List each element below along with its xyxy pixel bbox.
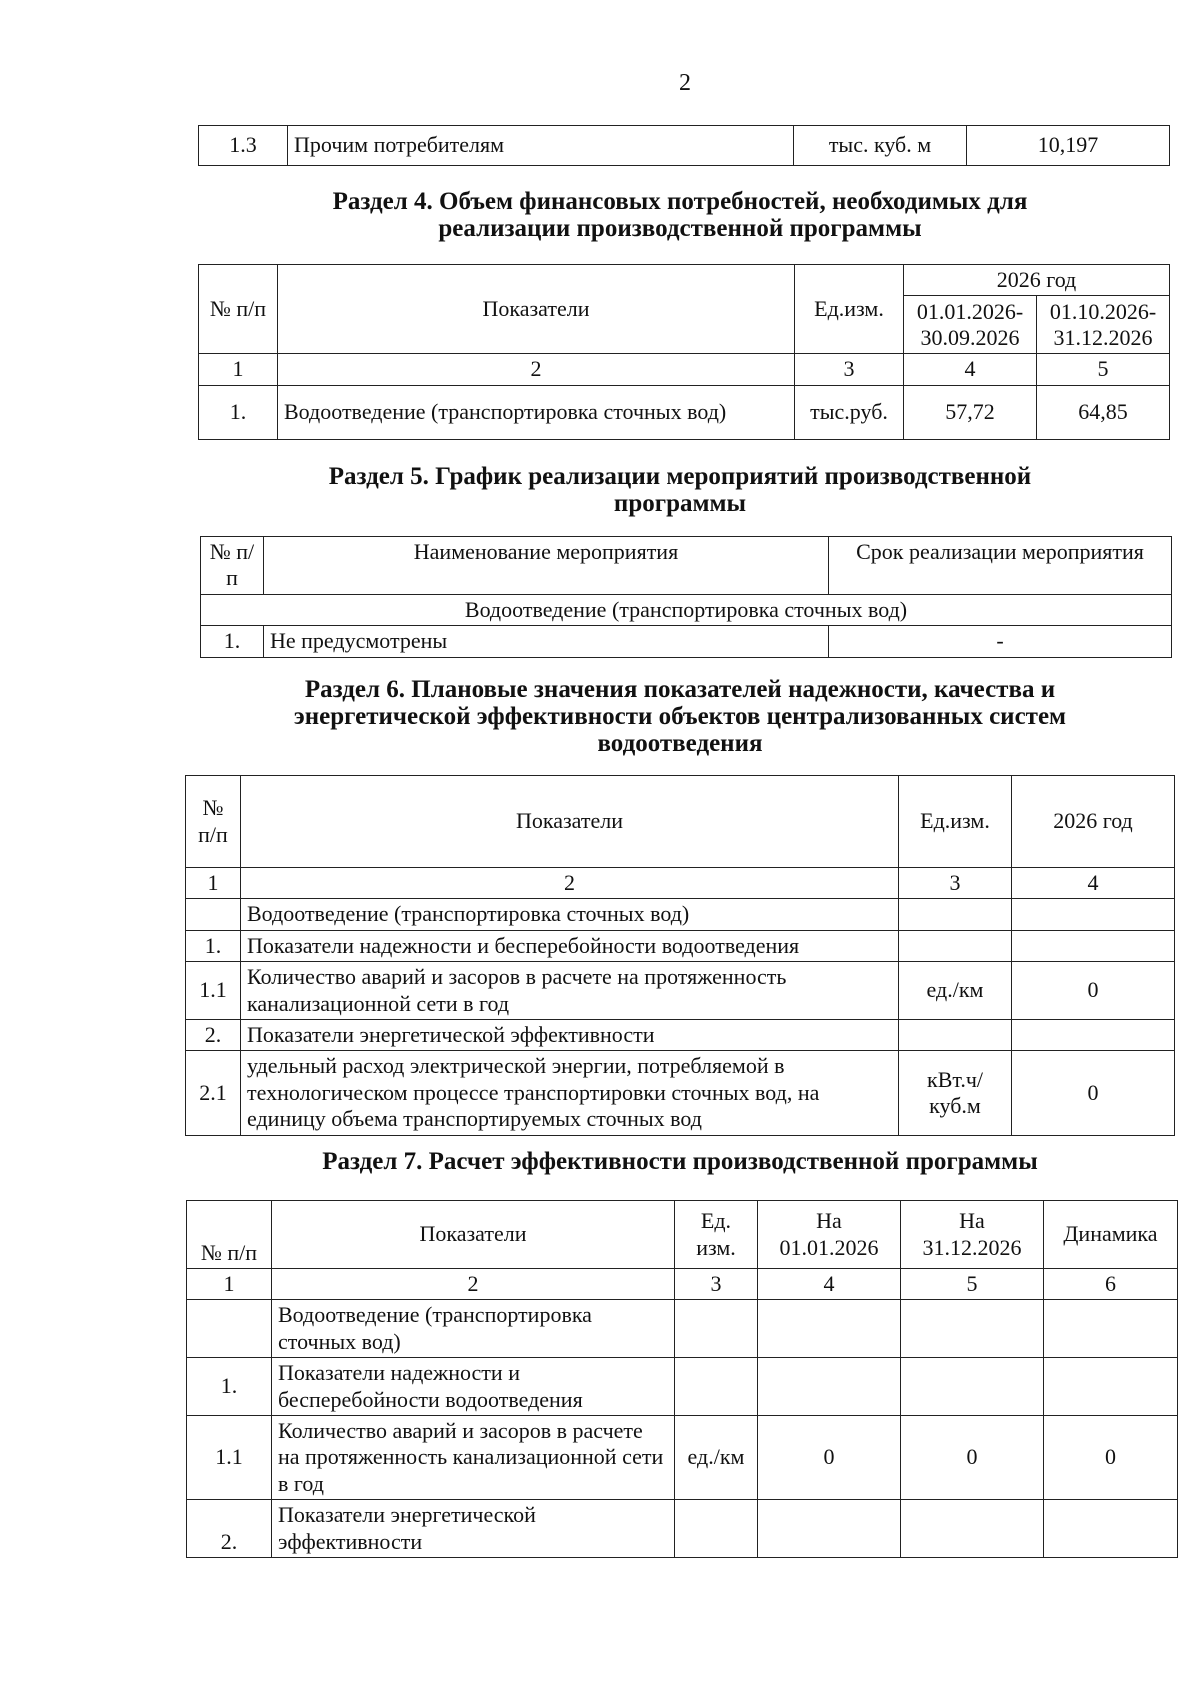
top-table	[198, 125, 1170, 166]
column-number-row	[199, 354, 1170, 385]
header-period-1	[904, 296, 1037, 354]
section6-title-line1: Раздел 6. Плановые значения показателей надежности, качества и	[304, 676, 1056, 703]
section7-title: Раздел 7. Расчет эффективности производственной программы	[322, 1148, 1038, 1175]
row-name: Водоотведение (транспортировка сточных вод)	[272, 1300, 675, 1358]
row-unit: тыс. куб. м	[794, 126, 967, 166]
page-number: 2	[679, 70, 691, 96]
col-number: 5	[1037, 354, 1170, 385]
table-row	[186, 1051, 1175, 1135]
col-number: 4	[904, 354, 1037, 385]
header-name: Показатели	[241, 776, 899, 868]
row-value-2: 64,85	[1037, 385, 1170, 439]
row-name: Количество аварий и засоров в расчете на протяженность канализационной сети в год	[241, 962, 899, 1020]
header-unit: Ед.изм.	[795, 265, 904, 354]
row-value	[1012, 930, 1175, 961]
row-value-1: 57,72	[904, 385, 1037, 439]
section6-table	[185, 775, 1175, 1136]
section5-title-line1: Раздел 5. График реализации мероприятий производственной	[328, 463, 1032, 490]
row-number: 1.	[199, 385, 278, 439]
row-dynamics	[1044, 1300, 1178, 1358]
row-number: 1.1	[187, 1415, 272, 1499]
header-period-1-start: 01.01.2026-	[916, 298, 1024, 324]
row-start: 0	[758, 1415, 901, 1499]
header-start: На 01.01.2026	[758, 1201, 901, 1269]
table-row	[199, 385, 1170, 439]
row-term: -	[829, 626, 1172, 657]
section6-title	[200, 676, 1160, 757]
col-number: 4	[1012, 868, 1175, 899]
header-name: Показатели	[278, 265, 795, 354]
row-dynamics	[1044, 1500, 1178, 1558]
section5-table	[200, 536, 1172, 658]
row-unit	[675, 1358, 758, 1416]
header-period-2	[1037, 296, 1170, 354]
row-unit: тыс.руб.	[795, 385, 904, 439]
col-number: 3	[675, 1269, 758, 1300]
row-unit	[899, 1019, 1012, 1050]
col-number: 1	[199, 354, 278, 385]
row-number: 1.	[201, 626, 264, 657]
table-header-row	[199, 265, 1170, 296]
row-name: Количество аварий и засоров в расчете на протяженность канализационной сети в год	[272, 1415, 675, 1499]
row-number: 2.1	[186, 1051, 241, 1135]
col-number: 1	[186, 868, 241, 899]
header-year: 2026 год	[1012, 776, 1175, 868]
header-num: № п/п	[201, 537, 264, 595]
table-row	[187, 1415, 1178, 1499]
row-name: Водоотведение (транспортировка сточных вод)	[241, 899, 899, 930]
row-unit: кВт.ч/куб.м	[899, 1051, 1012, 1135]
table-header-row	[186, 776, 1175, 868]
group-row	[201, 595, 1172, 626]
group-label: Водоотведение (транспортировка сточных вод)	[201, 595, 1172, 626]
section4-title-line2: реализации производственной программы	[438, 215, 922, 242]
row-end	[901, 1300, 1044, 1358]
header-num: № п/п	[186, 776, 241, 868]
header-num: № п/п	[187, 1201, 272, 1269]
col-number: 3	[899, 868, 1012, 899]
col-number: 4	[758, 1269, 901, 1300]
row-unit	[899, 930, 1012, 961]
header-name: Показатели	[272, 1201, 675, 1269]
col-number: 6	[1044, 1269, 1178, 1300]
row-name: Показатели надежности и бесперебойности водоотведения	[272, 1358, 675, 1416]
row-value: 10,197	[967, 126, 1170, 166]
row-number: 1.3	[199, 126, 288, 166]
col-number: 2	[272, 1269, 675, 1300]
row-name: Показатели энергетической эффективности	[272, 1500, 675, 1558]
table-row	[199, 126, 1170, 166]
table-row	[187, 1358, 1178, 1416]
section4-table	[198, 264, 1170, 440]
row-number: 1.1	[186, 962, 241, 1020]
header-name: Наименование мероприятия	[264, 537, 829, 595]
table-row	[186, 962, 1175, 1020]
section6-title-line2: энергетической эффективности объектов централизованных систем	[293, 703, 1067, 730]
row-value: 0	[1012, 962, 1175, 1020]
header-period-2-start: 01.10.2026-	[1049, 298, 1157, 324]
row-number: 1.	[186, 930, 241, 961]
section5-title	[200, 463, 1160, 517]
col-number: 5	[901, 1269, 1044, 1300]
row-number: 1.	[187, 1358, 272, 1416]
row-unit	[675, 1300, 758, 1358]
row-unit	[675, 1500, 758, 1558]
header-unit: Ед. изм.	[675, 1201, 758, 1269]
row-value: 0	[1012, 1051, 1175, 1135]
row-unit	[899, 899, 1012, 930]
col-number: 2	[241, 868, 899, 899]
header-term: Срок реализации мероприятия	[829, 537, 1172, 595]
row-number: 2.	[187, 1500, 272, 1558]
col-number: 3	[795, 354, 904, 385]
table-row	[186, 1019, 1175, 1050]
row-name: Прочим потребителям	[288, 126, 794, 166]
section7-table	[186, 1200, 1178, 1558]
header-dynamics: Динамика	[1044, 1201, 1178, 1269]
row-value	[1012, 1019, 1175, 1050]
table-row	[186, 899, 1175, 930]
section4-title-line1: Раздел 4. Объем финансовых потребностей, необходимых для	[332, 188, 1028, 215]
row-dynamics: 0	[1044, 1415, 1178, 1499]
table-row	[187, 1300, 1178, 1358]
table-header-row	[187, 1201, 1178, 1269]
header-year: 2026 год	[904, 265, 1170, 296]
row-dynamics	[1044, 1358, 1178, 1416]
header-period-2-end: 31.12.2026	[1053, 324, 1153, 350]
row-name: Водоотведение (транспортировка сточных вод)	[278, 385, 795, 439]
header-unit: Ед.изм.	[899, 776, 1012, 868]
col-number: 2	[278, 354, 795, 385]
row-number	[187, 1300, 272, 1358]
row-unit: ед./км	[899, 962, 1012, 1020]
table-row	[201, 626, 1172, 657]
section4-title	[200, 188, 1160, 242]
header-end: На 31.12.2026	[901, 1201, 1044, 1269]
row-start	[758, 1358, 901, 1416]
row-name: Не предусмотрены	[264, 626, 829, 657]
row-end	[901, 1500, 1044, 1558]
row-number	[186, 899, 241, 930]
row-name: Показатели энергетической эффективности	[241, 1019, 899, 1050]
row-start	[758, 1300, 901, 1358]
row-end: 0	[901, 1415, 1044, 1499]
table-row	[186, 930, 1175, 961]
table-header-row	[201, 537, 1172, 595]
column-number-row	[186, 868, 1175, 899]
section5-title-line2: программы	[613, 490, 747, 517]
row-unit: ед./км	[675, 1415, 758, 1499]
row-name: Показатели надежности и бесперебойности водоотведения	[241, 930, 899, 961]
header-num: № п/п	[199, 265, 278, 354]
row-number: 2.	[186, 1019, 241, 1050]
col-number: 1	[187, 1269, 272, 1300]
header-period-1-end: 30.09.2026	[920, 324, 1020, 350]
row-start	[758, 1500, 901, 1558]
row-name: удельный расход электрической энергии, потребляемой в технологическом процессе транспортировки сточных вод, на единицу объема транспортируемых сточных вод	[241, 1051, 899, 1135]
column-number-row	[187, 1269, 1178, 1300]
row-end	[901, 1358, 1044, 1416]
section6-title-line3: водоотведения	[597, 730, 763, 757]
row-value	[1012, 899, 1175, 930]
table-row	[187, 1500, 1178, 1558]
